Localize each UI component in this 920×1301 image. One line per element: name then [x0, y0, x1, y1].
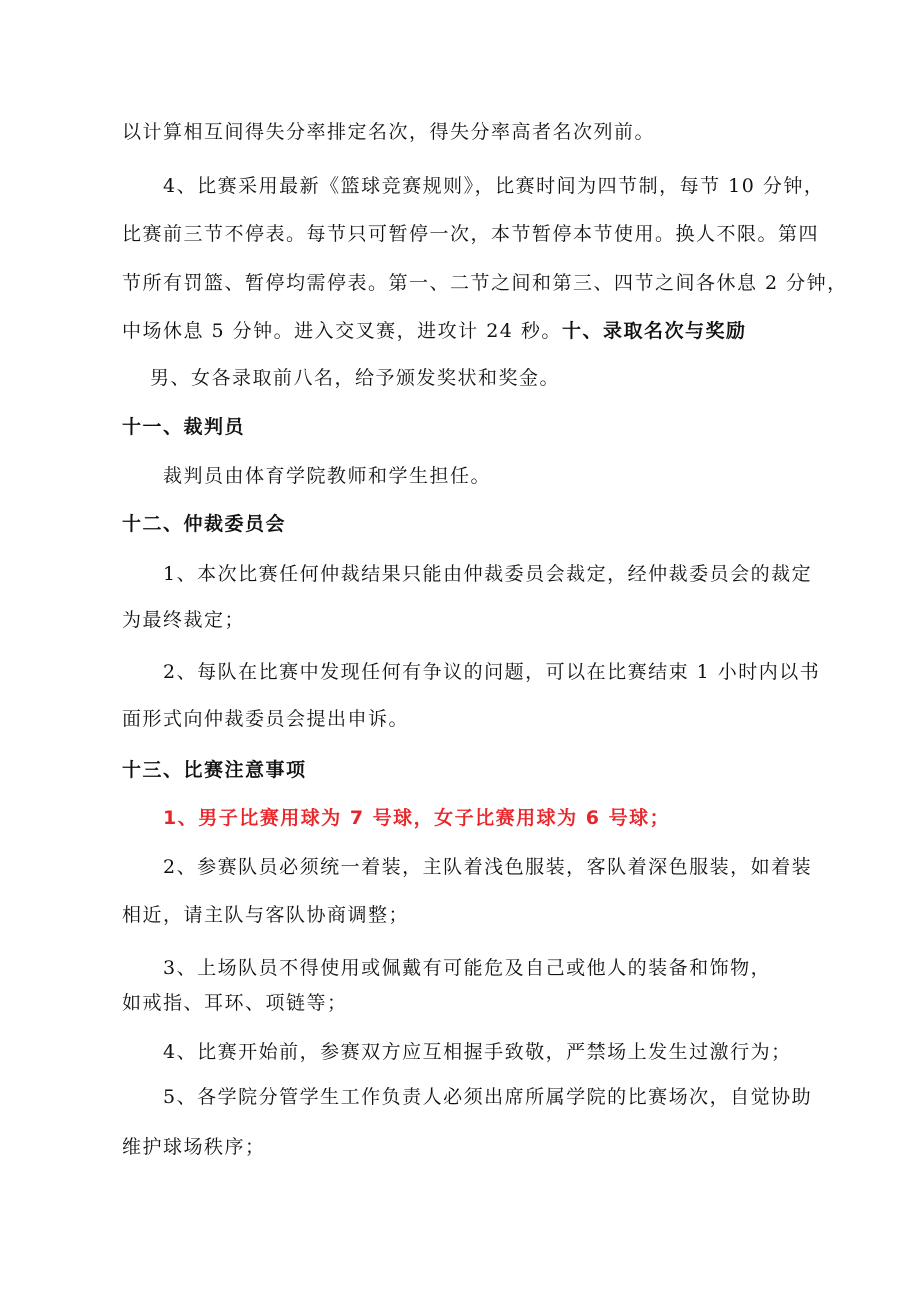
section-12-item-1-line-1: 1、本次比赛任何仲裁结果只能由仲裁委员会裁定，经仲裁委员会的裁定: [163, 563, 813, 585]
section-11-heading: 十一、裁判员: [122, 416, 246, 438]
section-12-item-2-line-2: 面形式向仲裁委员会提出申诉。: [122, 708, 410, 730]
section-13-item-3-line-1: 3、上场队员不得使用或佩戴有可能危及自己或他人的装备和饰物，: [163, 957, 772, 979]
section-10-body: 男、女各录取前八名，给予颁发奖状和奖金。: [150, 367, 561, 389]
section-13-item-4: 4、比赛开始前，参赛双方应互相握手致敬，严禁场上发生过激行为；: [163, 1041, 792, 1063]
rule-4-line-4: [122, 319, 746, 343]
section-13-heading: 十三、比赛注意事项: [122, 759, 307, 781]
section-12-heading: 十二、仲裁委员会: [122, 513, 287, 535]
rule-4-line-2: 比赛前三节不停表。每节只可暂停一次，本节暂停本节使用。换人不限。第四: [122, 223, 820, 245]
section-12-item-1-line-2: 为最终裁定；: [122, 609, 246, 631]
section-13-item-1-highlight: 1、男子比赛用球为 7 号球，女子比赛用球为 6 号球；: [163, 807, 671, 829]
section-13-item-5-line-1: 5、各学院分管学生工作负责人必须出席所属学院的比赛场次，自觉协助: [163, 1086, 813, 1108]
section-13-item-2-line-1: 2、参赛队员必须统一着装，主队着浅色服装，客队着深色服装，如着装: [163, 856, 813, 878]
section-11-body: 裁判员由体育学院教师和学生担任。: [163, 465, 492, 487]
section-13-item-5-line-2: 维护球场秩序；: [122, 1136, 266, 1158]
section-10-heading: 十、录取名次与奖励: [561, 320, 747, 342]
rule-4-line-3: 节所有罚篮、暂停均需停表。第一、二节之间和第三、四节之间各休息 2 分钟，: [122, 272, 848, 294]
section-13-item-3-line-2: 如戒指、耳环、项链等；: [122, 992, 348, 1014]
section-13-item-2-line-2: 相近，请主队与客队协商调整；: [122, 904, 410, 926]
paragraph-line: 以计算相互间得失分率排定名次，得失分率高者名次列前。: [122, 121, 656, 143]
section-12-item-2-line-1: 2、每队在比赛中发现任何有争议的问题，可以在比赛结束 1 小时内以书: [163, 661, 821, 683]
rule-4-line-4-text: 中场休息 5 分钟。进入交叉赛，进攻计 24 秒。: [122, 320, 562, 342]
rule-4-line-1: 4、比赛采用最新《篮球竞赛规则》，比赛时间为四节制，每节 10 分钟，: [163, 175, 825, 197]
